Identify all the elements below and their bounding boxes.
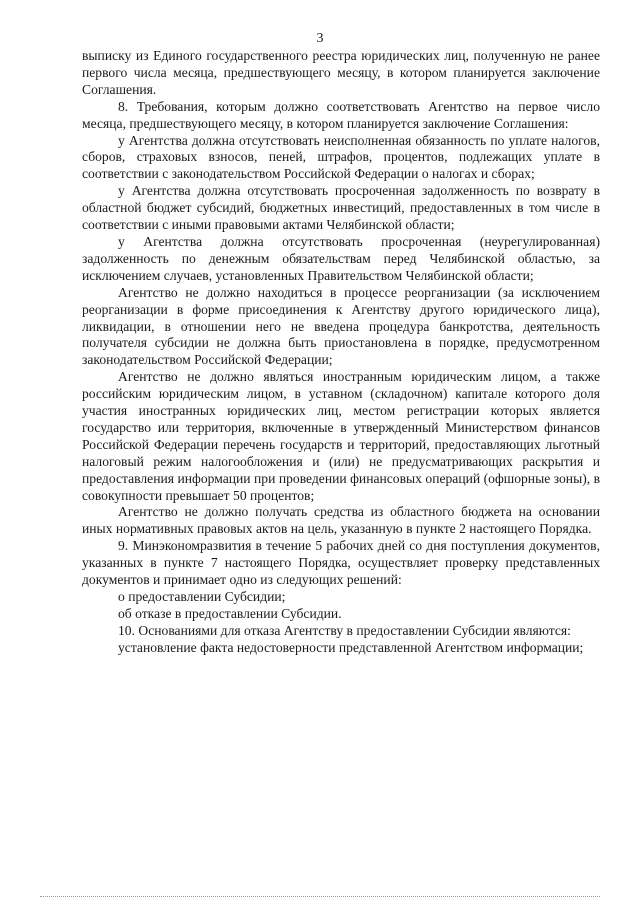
bottom-rule: [40, 896, 600, 897]
paragraph-decision-refuse: об отказе в предоставлении Субсидии.: [118, 605, 342, 621]
paragraph-item-8-requirements: 8. Требования, которым должно соответствовать Агентство на первое число месяца, предшествующего месяцу, в котором планируется заключение Соглашения:: [82, 98, 600, 131]
paragraph-decision-grant: о предоставлении Субсидии;: [118, 589, 286, 604]
document-body: [82, 48, 600, 657]
paragraph-extract-continuation: выписку из Единого государственного реестра юридических лиц, полученную не ранее первого числа месяца, предшествующего месяцу, в котором планируется заключение Соглашения.: [82, 48, 600, 97]
paragraph-no-overdue-subsidy-debt: у Агентства должна отсутствовать просроченная задолженность по возврату в областной бюджет субсидий, бюджетных инвестиций, предоставленных в том числе в соответствии с иными правовыми актами Челябинской области;: [82, 183, 600, 233]
paragraph-no-other-funding: Агентство не должно получать средства из областного бюджета на основании иных нормативных правовых актов на цель, указанную в пункте 2 настоящего Порядка.: [82, 504, 600, 537]
paragraph-item-10-refusal-grounds: 10. Основаниями для отказа Агентству в предоставлении Субсидии являются:: [118, 622, 571, 638]
paragraph-item-9-review: 9. Минэкономразвития в течение 5 рабочих дней со дня поступления документов, указанных в пункте 7 настоящего Порядка, осуществляет проверку представленных документов и принимает одно из следующих решений:: [82, 538, 600, 588]
paragraph-no-tax-debt: у Агентства должна отсутствовать неисполненная обязанность по уплате налогов, сборов, страховых взносов, пеней, штрафов, процентов, подлежащих уплате в соответствии с законодательством Российской Федерации о налогах и сборах;: [82, 132, 600, 182]
page-number: 3: [316, 31, 324, 46]
paragraph-no-reorganization: Агентство не должно находиться в процессе реорганизации (за исключением реорганизации в форме присоединения к Агентству другого юридического лица), ликвидации, в отношении него не введена процедура банкротства, деятельность получателя субсидии не должна быть приостановлена в порядке, предусмотренном законодательством Российской Федерации;: [82, 284, 600, 368]
paragraph-false-information: установление факта недостоверности представленной Агентством информации;: [118, 639, 584, 655]
paragraph-no-overdue-monetary-debt: у Агентства должна отсутствовать просроченная (неурегулированная) задолженность по денежным обязательствам перед Челябинской областью, за исключением случаев, установленных Правительством Челябинской области;: [82, 233, 600, 283]
paragraph-not-foreign-entity: Агентство не должно являться иностранным юридическим лицом, а также российским юридическим лицом, в уставном (складочном) капитале которого доля участия иностранных юридических лиц, местом регистрации которых является государство или территория, включенные в утвержденный Министерством финансов Российской Федерации перечень государств и территорий, предоставляющих льготный налоговый режим налогообложения и (или) не предусматривающих раскрытия и предоставления информации при проведении финансовых операций (офшорные зоны), в совокупности превышает 50 процентов;: [82, 369, 600, 503]
